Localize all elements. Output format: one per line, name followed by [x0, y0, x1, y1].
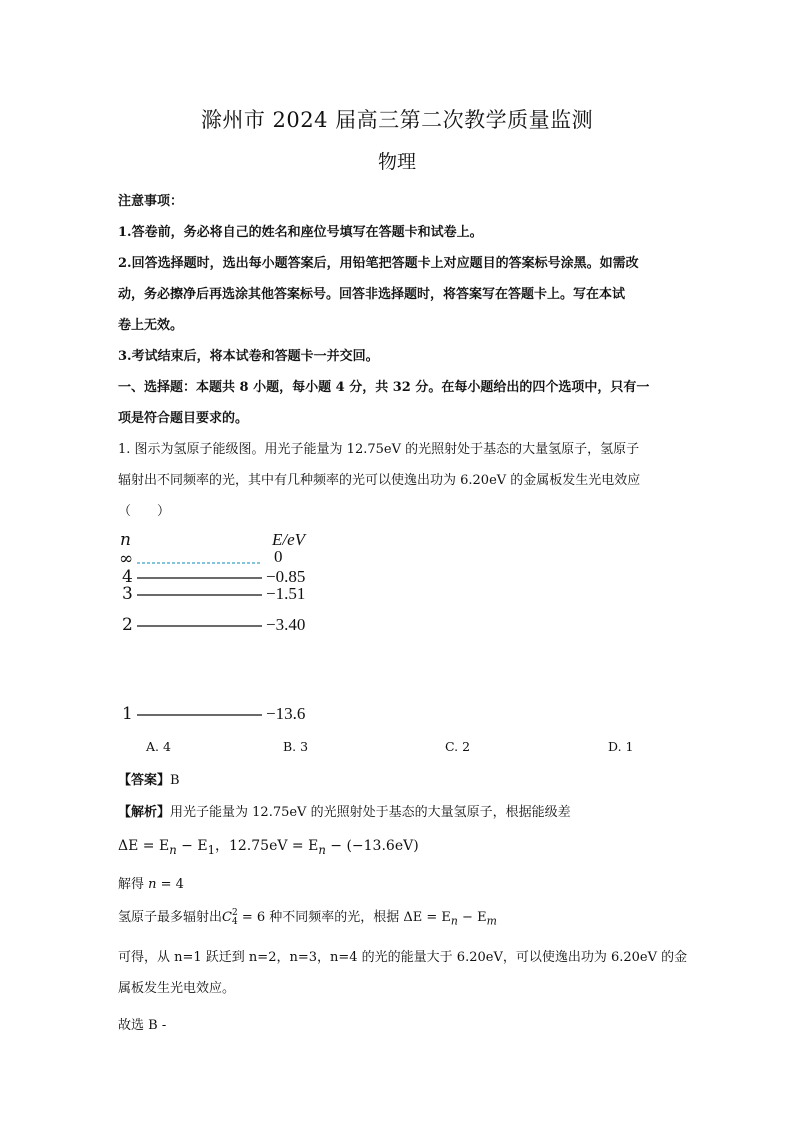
analysis-tag: 【解析】 — [118, 805, 171, 820]
final-choice: 故选 B - — [118, 1018, 167, 1033]
level-n: 2 — [122, 615, 133, 635]
notice-line: 3.考试结束后，将本试卷和答题卡一并交回。 — [118, 349, 379, 364]
notice-line: 1.答卷前，务必将自己的姓名和座位号填写在答题卡和试卷上。 — [118, 225, 483, 240]
question-text: 辐射出不同频率的光，其中有几种频率的光可以使逸出功为 6.20eV 的金属板发生光电效应 — [118, 473, 641, 488]
answer-line — [118, 769, 180, 788]
subject-title: 物理 — [377, 151, 416, 173]
n-axis-label: n — [120, 530, 131, 550]
notice-line: 2.回答选择题时，选出每小题答案后，用铅笔把答题卡上对应题目的答案标号涂黑。如需改 — [118, 256, 639, 271]
section-title: 项是符合题目要求的。 — [118, 411, 249, 426]
question-text: 1. 图示为氢原子能级图。用光子能量为 12.75eV 的光照射处于基态的大量氢原子，氢原子 — [118, 442, 640, 457]
level-energy: −0.85 — [266, 567, 306, 586]
level-n: 3 — [122, 584, 133, 604]
equation-1: $\Delta E = E_n - E_1$，$12.75eV = E_n - (-13.6eV)$ — [118, 838, 419, 857]
notice-line: 卷上无效。 — [118, 318, 184, 333]
combination-line: 氢原子最多辐射出C 2 4 = 6 种不同频率的光，根据 $\Delta E = E_n - E_m$ — [118, 907, 497, 928]
solve-line: 解得 n = 4 — [118, 877, 184, 892]
conclusion-line: 可得，从 n=1 跃迁到 n=2，n=3，n=4 的光的能量大于 6.20eV，可以使逸出功为 6.20eV 的金 — [118, 950, 688, 965]
level-n: ∞ — [119, 549, 134, 569]
level-energy: −1.51 — [266, 584, 306, 603]
level-n: 4 — [122, 567, 133, 587]
notice-header: 注意事项： — [118, 194, 184, 209]
answer-value: B — [170, 773, 180, 788]
analysis-line — [118, 801, 571, 820]
question-text: （ ） — [118, 504, 171, 519]
answer-tag: 【答案】 — [118, 773, 171, 788]
conclusion-line: 属板发生光电效应。 — [118, 981, 236, 996]
level-energy: −13.6 — [266, 704, 306, 723]
notice-line: 动，务必擦净后再选涂其他答案标号。回答非选择题时，将答案写在答题卡上。写在本试 — [118, 287, 626, 302]
option-d: D. 1 — [608, 739, 634, 754]
option-c: C. 2 — [445, 739, 471, 754]
analysis-text: 用光子能量为 12.75eV 的光照射处于基态的大量氢原子，根据能级差 — [170, 805, 571, 820]
section-title: 一、选择题：本题共 8 小题，每小题 4 分，共 32 分。在每小题给出的四个选项中，只有一 — [118, 380, 650, 395]
level-energy: 0 — [274, 547, 283, 566]
option-a: A. 4 — [146, 739, 171, 754]
level-energy: −3.40 — [266, 615, 306, 634]
level-n: 1 — [122, 704, 133, 724]
page-title: 滁州市 2024 届高三第二次教学质量监测 — [200, 108, 594, 132]
energy-axis-label: E/eV — [272, 530, 306, 549]
option-b: B. 3 — [283, 739, 309, 754]
